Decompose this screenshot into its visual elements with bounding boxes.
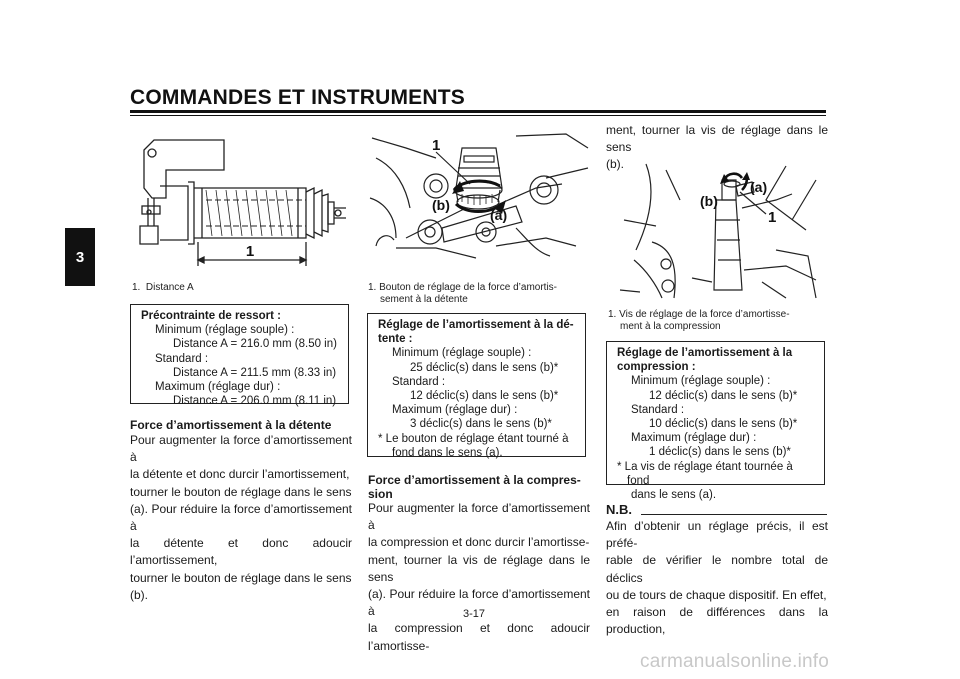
figure-callout-1: 1 [432,137,441,154]
spec-max-label: Maximum (réglage dur) : [155,381,281,394]
spec-min-value: 12 déclic(s) dans le sens (b)* [649,389,798,402]
spec-std-value: 12 déclic(s) dans le sens (b)* [410,390,559,403]
spec-box-title: tente : [378,333,413,346]
paragraph-line: (b). [130,587,148,602]
spec-max-label: Maximum (réglage dur) : [631,432,757,445]
paragraph-line: tourner le bouton de réglage dans le sens [130,484,352,499]
paragraph-line: la compression et donc durcir l’amortisse- [368,535,590,550]
paragraph-line: la détente et donc durcir l’amortissement, [130,467,350,482]
figure-callout-a: (a) [750,179,768,195]
paragraph-line: Pour augmenter la force d’amortissement à [368,501,590,533]
paragraph-line: tourner le bouton de réglage dans le sens [130,570,352,585]
spec-box-spring-preload [130,304,349,408]
figure-caption [608,309,826,333]
spec-std-value: 10 déclic(s) dans le sens (b)* [649,418,798,431]
spec-max-label: Maximum (réglage dur) : [392,404,518,417]
spec-std-label: Standard : [631,403,685,416]
figure-caption [368,282,583,306]
spec-max-value: Distance A = 206.0 mm (8.11 in) [173,395,337,408]
heading-line: Force d’amortissement à la compres- [368,473,581,487]
spec-min-label: Minimum (réglage souple) : [392,347,532,360]
heading-line: sion [368,487,393,502]
spec-note: * Le bouton de réglage étant tourné à [378,432,569,445]
spec-std-label: Standard : [155,352,209,365]
compression-adjuster-illustration [616,160,828,300]
caption-number: 1. [132,282,141,293]
section-heading-compression [368,473,590,502]
nb-rule [641,514,827,515]
spec-max-value: 1 déclic(s) dans le sens (b)* [649,446,791,459]
rebound-adjuster-illustration [366,128,590,274]
paragraph-line: ou de tours de chaque dispositif. En effet, [606,587,827,602]
spec-min-value: Distance A = 216.0 mm (8.50 in) [173,338,337,351]
paragraph-line: Afin d’obtenir un réglage précis, il est préfé- [606,519,828,551]
spec-std-label: Standard : [392,375,446,388]
spec-box-title: Réglage de l’amortissement à la dé- [378,319,574,331]
spec-min-label: Minimum (réglage souple) : [631,375,771,388]
spec-min-label: Minimum (réglage souple) : [155,324,295,337]
watermark: carmanualsonline.info [640,651,830,672]
figure-callout-1: 1 [245,243,255,260]
spec-note: dans le sens (a). [631,489,717,502]
caption-line: 1. Bouton de réglage de la force d’amortis- [368,282,557,293]
nb-label: N.B. [606,502,632,517]
paragraph-line: la détente et donc adoucir l’amortissement, [130,536,352,568]
figure-caption [132,282,342,294]
figure-callout-b: (b) [700,193,718,209]
paragraph-line: (b). [606,157,624,172]
spec-box-title: Précontrainte de ressort : [141,310,281,322]
header-rule [130,110,826,113]
paragraph-line: rable de vérifier le nombre total de déclics [606,553,828,585]
spec-note: fond dans le sens (a). [392,446,503,459]
figure-callout-b: (b) [432,197,450,213]
section-paragraph-compression [368,500,590,655]
paragraph-line: la compression et donc adoucir l’amortisse- [368,621,590,653]
spec-note: * La vis de réglage étant tournée à fond [617,460,793,487]
section-heading-rebound: Force d’amortissement à la détente [130,418,332,432]
spec-min-value: 25 déclic(s) dans le sens (b)* [410,361,559,374]
paragraph-line: ment, tourner la vis de réglage dans le sens [368,552,590,584]
page-number: 3-17 [463,608,486,620]
spec-box-title: compression : [617,361,696,374]
caption-line: 1. Vis de réglage de la force d’amortisse- [608,309,790,320]
paragraph-line: (a). Pour réduire la force d’amortissement à [130,501,352,534]
header-rule-thin [130,115,826,116]
paragraph-line: Pour augmenter la force d’amortissement à [130,433,352,465]
figure-callout-a: (a) [490,207,508,223]
spec-std-value: Distance A = 211.5 mm (8.33 in) [173,366,337,379]
chapter-tab: 3 [65,228,95,286]
figure-callout-1: 1 [768,209,777,226]
caption-line: ment à la compression [620,321,721,332]
spec-box-rebound-damping [367,313,586,457]
caption-text: Distance A [145,282,194,293]
nb-paragraph [606,518,828,638]
spec-box-compression-damping [606,341,825,502]
spec-box-title: Réglage de l’amortissement à la [617,347,793,359]
paragraph-line: (a). Pour réduire la force d’amortissement à [368,587,590,619]
spec-max-value: 3 déclic(s) dans le sens (b)* [410,418,552,431]
paragraph-line: en raison de différences dans la production, [606,605,828,637]
spring-preload-illustration [130,128,350,274]
page-title: COMMANDES ET INSTRUMENTS [130,86,465,109]
section-paragraph-rebound [130,432,352,604]
caption-line: sement à la détente [380,294,468,305]
paragraph-line: ment, tourner la vis de réglage dans le sens [606,123,828,155]
